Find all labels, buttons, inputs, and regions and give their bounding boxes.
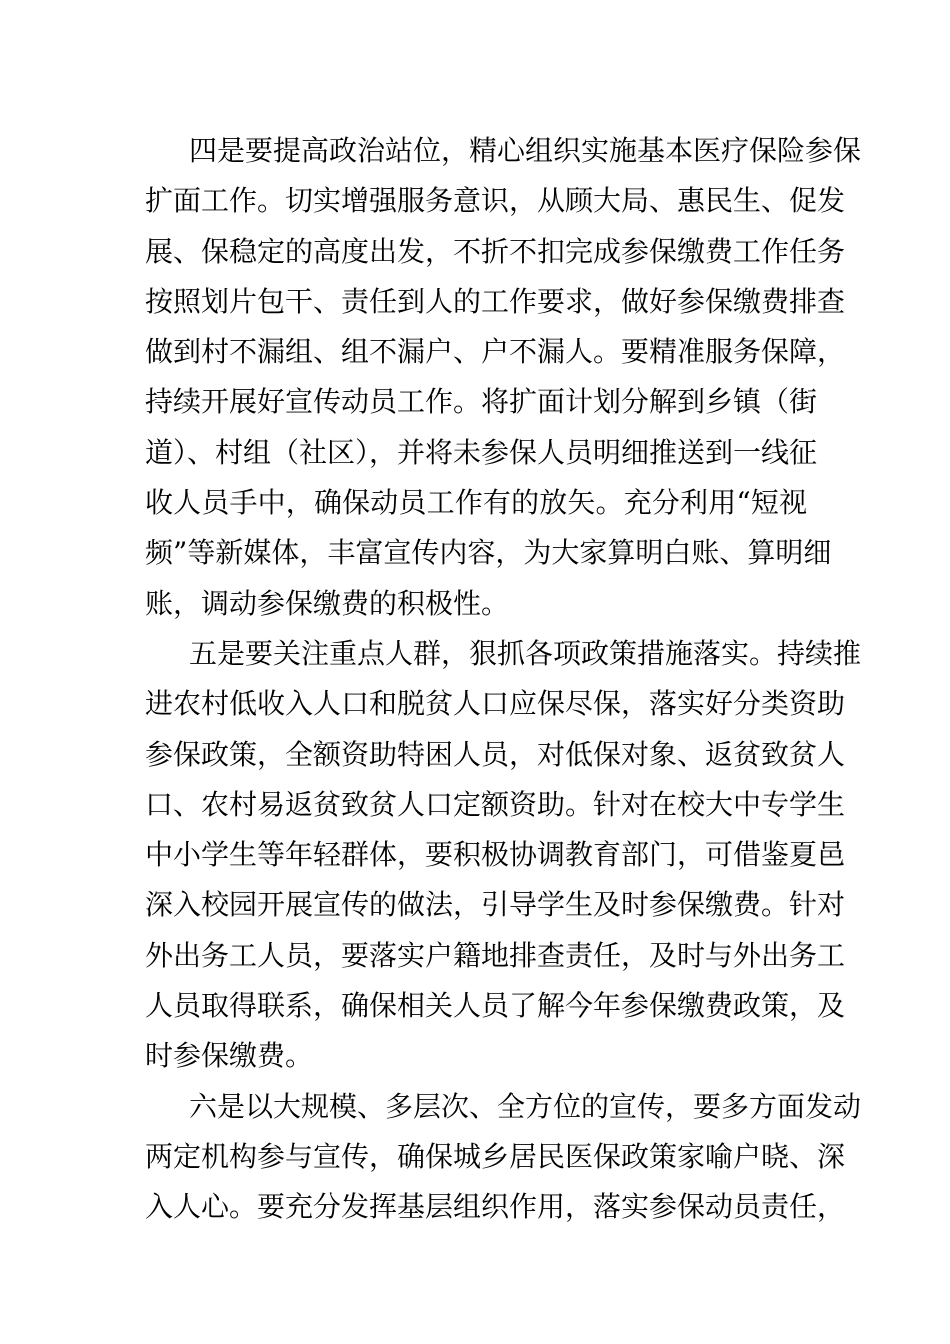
text-line: 进农村低收入人口和脱贫人口应保尽保，落实好分类资助 xyxy=(145,687,846,721)
text-line: 口、农村易返贫致贫人口定额资助。针对在校大中专学生 xyxy=(145,787,846,821)
text-line: 持续开展好宣传动员工作。将扩面计划分解到乡镇（街 xyxy=(145,385,818,419)
text-line: 人员取得联系，确保相关人员了解今年参保缴费政策，及 xyxy=(145,989,846,1023)
text-line: 深入校园开展宣传的做法，引导学生及时参保缴费。针对 xyxy=(145,888,846,922)
text-line: 收人员手中，确保动员工作有的放矢。充分利用“短视 xyxy=(145,486,807,520)
text-line: 按照划片包干、责任到人的工作要求，做好参保缴费排查 xyxy=(145,284,846,318)
text-line: 频”等新媒体，丰富宣传内容，为大家算明白账、算明细 xyxy=(145,536,832,570)
paragraph-5 xyxy=(145,629,862,1082)
text-line: 六是以大规模、多层次、全方位的宣传，要多方面发动 xyxy=(189,1089,862,1123)
text-line: 道）、村组（社区），并将未参保人员明细推送到一线征 xyxy=(145,435,818,469)
text-line: 做到村不漏组、组不漏户、户不漏人。要精准服务保障， xyxy=(145,335,846,369)
text-line: 账，调动参保缴费的积极性。 xyxy=(145,586,510,620)
paragraph-4 xyxy=(145,126,862,629)
text-line: 时参保缴费。 xyxy=(145,1039,314,1073)
text-line: 中小学生等年轻群体，要积极协调教育部门，可借鉴夏邑 xyxy=(145,838,846,872)
text-line: 展、保稳定的高度出发，不折不扣完成参保缴费工作任务 xyxy=(145,234,846,268)
text-line: 四是要提高政治站位，精心组织实施基本医疗保险参保 xyxy=(189,134,862,167)
text-line: 入人心。要充分发挥基层组织作用，落实参保动员责任， xyxy=(145,1190,846,1224)
paragraph-6 xyxy=(145,1082,862,1233)
text-line: 两定机构参与宣传，确保城乡居民医保政策家喻户晓、深 xyxy=(145,1139,846,1173)
document-body xyxy=(145,126,862,1233)
text-line: 五是要关注重点人群，狠抓各项政策措施落实。持续推 xyxy=(189,636,862,670)
text-line: 外出务工人员，要落实户籍地排查责任，及时与外出务工 xyxy=(145,938,846,972)
text-line: 扩面工作。切实增强服务意识，从顾大局、惠民生、促发 xyxy=(145,184,846,218)
text-line: 参保政策，全额资助特困人员，对低保对象、返贫致贫人 xyxy=(145,737,846,771)
